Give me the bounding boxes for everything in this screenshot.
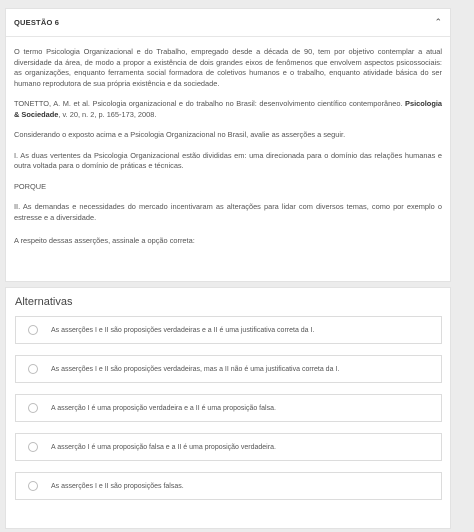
- alternatives-card: [5, 287, 451, 529]
- question-body: [6, 37, 450, 247]
- radio-icon[interactable]: [28, 364, 38, 374]
- question-paragraph: O termo Psicologia Organizacional e do Trabalho, empregado desde a década de 90, tem por objetivo contemplar a atual diversidade da área, de modo a propor a existência de dois grandes eixos de fenômenos que envolvem aspectos psicossociais: as organizações, enquanto ferramenta social formadora de coletivos humanos e o trabalho, enquanto atividade básica do ser humano reprodutora de sua própria existência e da sociedade.: [14, 47, 442, 88]
- option-d[interactable]: [15, 433, 442, 461]
- question-prompt: A respeito dessas asserções, assinale a opção correta:: [14, 236, 195, 245]
- option-a[interactable]: [15, 316, 442, 344]
- option-label: As asserções I e II são proposições verdadeiras, mas a II não é uma justificativa correta da I.: [51, 365, 340, 373]
- radio-icon[interactable]: [28, 481, 38, 491]
- chevron-up-icon[interactable]: ⌃: [434, 17, 442, 27]
- question-header[interactable]: [6, 9, 450, 37]
- question-card: [5, 8, 451, 282]
- option-e[interactable]: [15, 472, 442, 500]
- reference-text: TONETTO, A. M. et al. Psicologia organizacional e do trabalho no Brasil: desenvolvimento científico contemporâneo.: [14, 99, 403, 108]
- assertion-two: II. As demandas e necessidades do mercado incentivaram as alterações para lidar com diversos temas, como por exemplo o estresse e a diversidade.: [14, 202, 442, 222]
- option-b[interactable]: [15, 355, 442, 383]
- option-label: A asserção I é uma proposição verdadeira e a II é uma proposição falsa.: [51, 404, 276, 412]
- radio-icon[interactable]: [28, 442, 38, 452]
- assertion-connector: PORQUE: [14, 181, 47, 191]
- reference-journal: Psicologia & Sociedade: [14, 99, 442, 119]
- reference-tail: , v. 20, n. 2, p. 165-173, 2008.: [58, 109, 157, 119]
- alternatives-title: Alternativas: [15, 296, 73, 308]
- question-reference: [14, 99, 442, 120]
- radio-icon[interactable]: [28, 325, 38, 335]
- option-label: As asserções I e II são proposições falsas.: [51, 482, 184, 490]
- assertion-one: I. As duas vertentes da Psicologia Organizacional estão divididas em: uma direcionada para o domínio das relações humanas e outra voltada para o domínio de práticas e técnicas.: [14, 150, 442, 170]
- question-instruction: Considerando o exposto acima e a Psicologia Organizacional no Brasil, avalie as asserções a seguir.: [14, 130, 346, 139]
- option-label: As asserções I e II são proposições verdadeiras e a II é uma justificativa correta da I.: [51, 326, 315, 334]
- option-label: A asserção I é uma proposição falsa e a II é uma proposição verdadeira.: [51, 443, 276, 451]
- option-c[interactable]: [15, 394, 442, 422]
- question-title: QUESTÃO 6: [14, 18, 60, 27]
- radio-icon[interactable]: [28, 403, 38, 413]
